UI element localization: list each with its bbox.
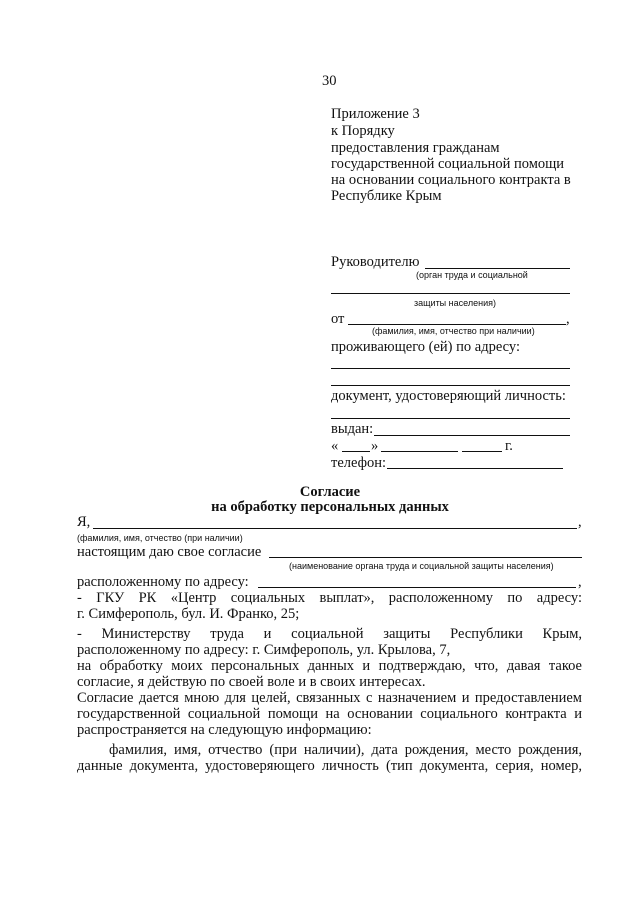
appendix-line: к Порядку — [331, 123, 395, 139]
appendix-line: Приложение 3 — [331, 106, 420, 122]
paragraph-1-line-2: согласие, я действую по своей воле и в своих интересах. — [77, 674, 426, 690]
gku-line-1: - ГКУ РК «Центр социальных выплат», расположенному по адресу: — [77, 590, 582, 606]
fio-hint: (фамилия, имя, отчество (при наличии) — [77, 533, 243, 543]
fio-field-line[interactable] — [93, 528, 577, 529]
paragraph-2-line-1: Согласие дается мною для целей, связанных с назначением и предоставлением — [77, 690, 582, 706]
ministry-line-1: - Министерству труда и социальной защиты Республики Крым, — [77, 626, 582, 642]
paragraph-2-line-3: распространяется на следующую информацию: — [77, 722, 372, 738]
date-day-line[interactable] — [342, 451, 370, 452]
paragraph-3-line-1: фамилия, имя, отчество (при наличии), дата рождения, место рождения, — [109, 742, 582, 758]
organ-hint-2: защиты населения) — [414, 298, 496, 308]
head-field-line[interactable] — [425, 268, 570, 269]
ministry-line-2: расположенному по адресу: г. Симферополь, ул. Крылова, 7, — [77, 642, 451, 658]
organ-hint: (наименование органа труда и социальной защиты населения) — [289, 561, 554, 571]
year-suffix: г. — [505, 438, 513, 454]
fio-comma: , — [578, 514, 582, 530]
address-label: проживающего (ей) по адресу: — [331, 339, 520, 355]
date-close: » — [371, 438, 379, 454]
organ-field-line[interactable] — [269, 557, 582, 558]
organ-field-line[interactable] — [331, 293, 570, 294]
document-field-line[interactable] — [331, 418, 570, 419]
address-field-line-2[interactable] — [331, 385, 570, 386]
date-month-line[interactable] — [381, 451, 458, 452]
issued-field-line[interactable] — [374, 435, 570, 436]
from-field-line[interactable] — [348, 324, 566, 325]
date-open: « — [331, 438, 339, 454]
paragraph-3-line-2: данные документа, удостоверяющего личность (тип документа, серия, номер, — [77, 758, 582, 774]
appendix-line: государственной социальной помощи — [331, 156, 565, 172]
phone-field-line[interactable] — [387, 468, 563, 469]
date-year-line[interactable] — [462, 451, 502, 452]
located-field-line[interactable] — [258, 587, 576, 588]
paragraph-2-line-2: государственной социальной помощи на основании социального контракта и — [77, 706, 582, 722]
consent-label: настоящим даю свое согласие — [77, 544, 262, 560]
paragraph-1-line-1: на обработку моих персональных данных и подтверждаю, что, давая такое — [77, 658, 582, 674]
from-label: от — [331, 311, 345, 327]
appendix-line: предоставления гражданам — [331, 140, 500, 156]
head-label: Руководителю — [331, 254, 420, 270]
gku-line-2: г. Симферополь, бул. И. Франко, 25; — [77, 606, 300, 622]
fio-hint: (фамилия, имя, отчество при наличии) — [372, 326, 535, 336]
document-label: документ, удостоверяющий личность: — [331, 388, 566, 404]
page-number: 30 — [322, 73, 337, 89]
from-comma: , — [566, 311, 570, 327]
located-comma: , — [578, 574, 582, 590]
i-label: Я, — [77, 514, 91, 530]
organ-hint-1: (орган труда и социальной — [416, 270, 528, 280]
doc-title-line2: на обработку персональных данных — [211, 499, 449, 515]
appendix-line: Республике Крым — [331, 188, 442, 204]
address-field-line-1[interactable] — [331, 368, 570, 369]
located-label: расположенному по адресу: — [77, 574, 249, 590]
appendix-line: на основании социального контракта в — [331, 172, 571, 188]
doc-title-line1: Согласие — [299, 484, 361, 500]
phone-label: телефон: — [331, 455, 387, 471]
issued-label: выдан: — [331, 421, 374, 437]
